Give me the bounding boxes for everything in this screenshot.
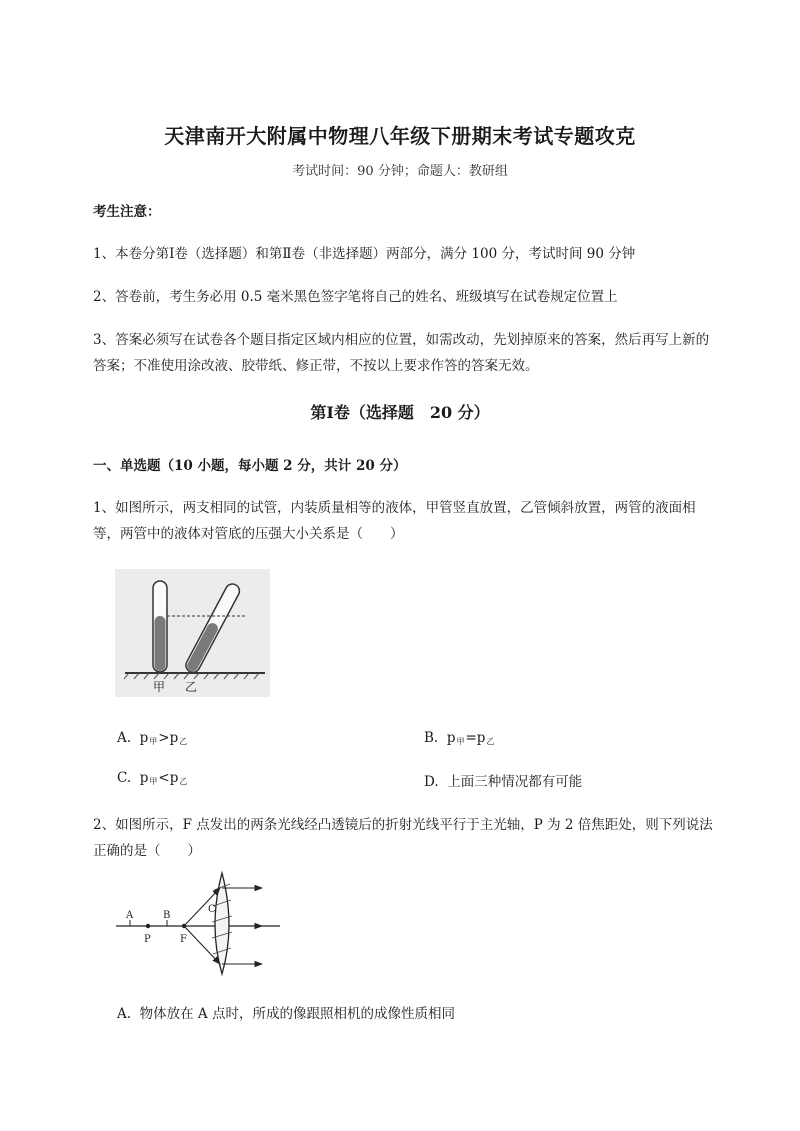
notice-item-1: 1、本卷分第Ⅰ卷（选择题）和第Ⅱ卷（非选择题）两部分，满分 100 分，考试时间 90 分钟 — [93, 246, 636, 262]
point-label-c: C — [208, 904, 216, 915]
notice-item-3: 3、答案必须写在试卷各个题目指定区域内相应的位置，如需改动，先划掉原来的答案，然后再写上新的答案；不准使用涂改液、胶带纸、修正带，不按以上要求作答的答案无效。 — [93, 332, 710, 374]
exam-info: 考试时间：90 分钟；命题人：教研组 — [292, 164, 508, 179]
notice-heading: 考生注意： — [93, 204, 161, 220]
tube-label-right: 乙 — [185, 680, 198, 694]
question-2-stem: 2、如图所示，F 点发出的两条光线经凸透镜后的折射光线平行于主光轴，P 为 2 倍焦距处，则下列说法正确的是（ ） — [93, 817, 713, 859]
notice-item-2: 2、答卷前，考生务必用 0.5 毫米黑色签字笔将自己的姓名、班级填写在试卷规定位置上 — [93, 289, 618, 305]
question-1-stem: 1、如图所示，两支相同的试管，内装质量相等的液体，甲管竖直放置，乙管倾斜放置，两管的液面相等，两管中的液体对管底的压强大小关系是（ ） — [93, 500, 696, 542]
q2-option-a[interactable]: A. 物体放在 A 点时，所成的像跟照相机的成像性质相同 — [117, 1006, 455, 1022]
point-label-f: F — [180, 934, 187, 945]
test-tubes-figure — [115, 569, 270, 697]
lens-ray-figure — [112, 868, 284, 978]
point-label-p: P — [144, 934, 151, 945]
q1-option-b[interactable]: B. $p_甲=p_乙$ — [424, 730, 495, 746]
point-label-b: B — [163, 910, 171, 921]
part-title: 一、单选题（10 小题，每小题 2 分，共计 20 分） — [93, 458, 407, 474]
q1-option-c[interactable]: C. $p_甲<p_乙$ — [117, 770, 188, 786]
point-label-a: A — [126, 910, 134, 921]
tube-label-left: 甲 — [153, 680, 166, 694]
q1-option-a[interactable]: A. $p_甲>p_乙$ — [117, 730, 188, 746]
q1-option-d[interactable]: D. 上面三种情况都有可能 — [424, 774, 583, 790]
section-title: 第Ⅰ卷（选择题 20 分） — [310, 403, 490, 422]
page-title: 天津南开大附属中物理八年级下册期末考试专题攻克 — [164, 124, 636, 148]
